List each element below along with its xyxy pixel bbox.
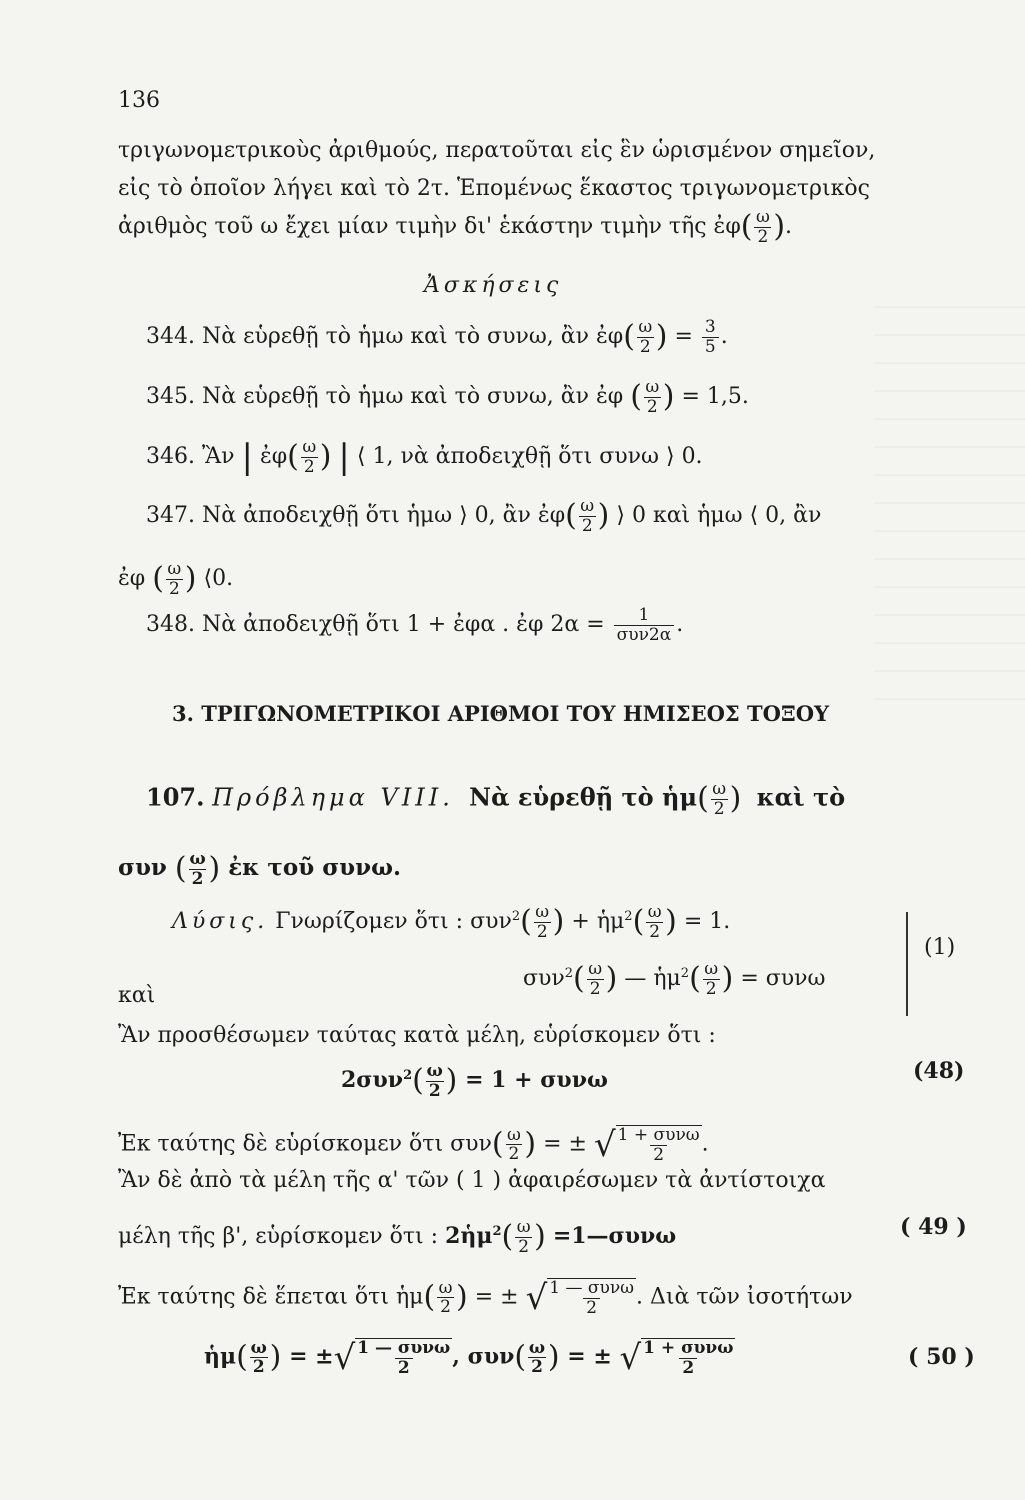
exercise-number: 346. [146, 444, 195, 470]
exercise-number: 348. [146, 612, 195, 638]
equation-tag-49: ( 49 ) [900, 1214, 967, 1240]
fraction-1-over-syn2a: $\frac{1}{\text{συν2α}}$ [614, 606, 675, 644]
problem-text: Νὰ εὑρεθῇ τὸ ἡμ [469, 782, 698, 812]
add-text: Ἂν προσθέσωμεν ταύτας κατὰ μέλη, εὑρίσκομεν ὅτι : [118, 1023, 716, 1048]
exercise-text: Νὰ ἀποδειχθῇ ὅτι ἡμω ⟩ 0, ἂν ἐφ [201, 503, 566, 529]
solution-line-1: Λύσις. Γνωρίζομεν ὅτι : συν$^2$( $\frac{\omega}{2}$ ) + ἡμ$^2$( $\frac{\omega}{2}$ ) = 1. [172, 902, 731, 942]
fraction-3-over-5: $\frac{3}{5}$ [702, 318, 719, 356]
kai-label: καὶ [118, 983, 156, 1008]
equation-50: ἡμ( $\frac{\omega}{2}$ ) = ± √ $\frac{\text{1 — συνω}}{2}$ , συν( $\frac{\omega}{2}$ ) = ± √ $\frac{\text{1 + συνω}}{2}$ [204, 1337, 734, 1378]
intro-line-1: τριγωνομετρικοὺς ἀριθμούς, περατοῦται εἰς ἓν ὡρισμένον σημεῖον, [118, 138, 876, 163]
bleed-through-shadow [875, 280, 1025, 700]
exercise-345: 345. Νὰ εὑρεθῇ τὸ ἡμω καὶ τὸ συνω, ἂν ἐφ ( $\frac{\omega}{2}$ ) = 1,5. [146, 377, 749, 417]
abs-bar-right: | [338, 437, 350, 478]
intro-line-3: ἀριθμὸς τοῦ ω ἔχει μίαν τιμὴν δι' ἑκάστην τιμὴν τῆς ἐφ( $\frac{\omega}{2}$ ). [118, 207, 793, 247]
solution-line-2: συν$^2$( $\frac{\omega}{2}$ ) — ἡμ$^2$( $\frac{\omega}{2}$ ) = συνω [523, 959, 826, 999]
sqrt-1-minus-synw-over-2: √ $\frac{\text{1 — συνω}}{2}$ [525, 1277, 635, 1318]
fraction-w-over-2: $\frac{\omega}{2}$ [755, 207, 770, 247]
exercise-348: 348. Νὰ ἀποδειχθῇ ὅτι 1 + ἐφα . ἐφ 2α = $\frac{1}{\text{συν2α}}$ . [146, 605, 684, 645]
intro-line-2: εἰς τὸ ὁποῖον λήγει καὶ τὸ 2τ. Ἑπομένως ἕκαστος τριγωνομετρικὸς [118, 176, 870, 201]
problem-number: 107. [146, 782, 205, 812]
intro-line-3-text: ἀριθμὸς τοῦ ω ἔχει μίαν τιμὴν δι' ἑκάστην τιμὴν τῆς ἐφ [118, 214, 741, 240]
exercise-344: 344. Νὰ εὑρεθῇ τὸ ἡμω καὶ τὸ συνω, ἂν ἐφ( $\frac{\omega}{2}$ ) = $\frac{3}{5}$ . [146, 317, 728, 357]
solution-label: Λύσις. [172, 909, 269, 935]
from-equation-line: Ἐκ ταύτης δὲ εὑρίσκομεν ὅτι συν( $\frac{\omega}{2}$ ) = ± √ $\frac{\text{1 + συνω}}{2}$ . [118, 1124, 709, 1165]
exercise-text: Νὰ εὑρεθῇ τὸ ἡμω καὶ τὸ συνω, ἂν ἐφ [201, 384, 624, 410]
exercise-347-continued: ἐφ ( $\frac{\omega}{2}$ ) ⟨0. [118, 559, 234, 599]
equation-ref-1: (1) [924, 935, 956, 960]
equation-tag-50: ( 50 ) [908, 1344, 975, 1370]
exercise-347: 347. Νὰ ἀποδειχθῇ ὅτι ἡμω ⟩ 0, ἂν ἐφ( $\frac{\omega}{2}$ ) ⟩ 0 καὶ ἡμω ⟨ 0, ἂν [146, 496, 822, 536]
problem-107: 107. Πρόβλημα VIII. Νὰ εὑρεθῇ τὸ ἡμ( $\frac{\omega}{2}$ ) καὶ τὸ [146, 779, 846, 819]
page-number: 136 [118, 88, 160, 113]
exercises-heading: Ἀσκήσεις [424, 273, 563, 298]
sub-text-2: μέλη τῆς β', εὑρίσκομεν ὅτι : 2ἡμ$^2$( $\frac{\omega}{2}$ ) =1—συνω [118, 1217, 677, 1257]
equation-48: 2συν$^2$( $\frac{\omega}{2}$ ) = 1 + συνω [341, 1061, 608, 1101]
exercise-number: 344. [146, 324, 195, 350]
follow-line: Ἐκ ταύτης δὲ ἕπεται ὅτι ἡμ( $\frac{\omega}{2}$ ) = ± √ $\frac{\text{1 — συνω}}{2}$ . Διὰ τῶν ἰσοτήτων [118, 1277, 853, 1318]
sub-text-1: Ἂν δὲ ἀπὸ τὰ μέλη τῆς α' τῶν ( 1 ) ἀφαιρέσωμεν τὰ ἀντίστοιχα [118, 1168, 826, 1193]
exercise-346: 346. Ἂν | ἐφ( $\frac{\omega}{2}$ ) | ⟨ 1, νὰ ἀποδειχθῇ ὅτι συνω ⟩ 0. [146, 437, 703, 478]
exercise-number: 347. [146, 503, 195, 529]
brace-line [906, 912, 908, 1016]
abs-bar-left: | [241, 437, 253, 478]
sqrt-1-plus-synw-over-2: √ $\frac{\text{1 + συνω}}{2}$ [593, 1124, 700, 1165]
exercise-text: Νὰ ἀποδειχθῇ ὅτι 1 + ἐφα . ἐφ 2α = [201, 612, 605, 638]
problem-label: Πρόβλημα VIII. [212, 783, 454, 812]
exercise-text: Νὰ εὑρεθῇ τὸ ἡμω καὶ τὸ συνω, ἂν ἐφ [201, 324, 624, 350]
section-title: 3. ΤΡΙΓΩΝΟΜΕΤΡΙΚΟΙ ΑΡΙΘΜΟΙ ΤΟΥ ΗΜΙΣΕΟΣ ΤΟΞΟΥ [172, 701, 830, 726]
problem-107-continued: συν ( $\frac{\omega}{2}$ ) ἐκ τοῦ συνω. [118, 849, 401, 889]
exercise-number: 345. [146, 384, 195, 410]
equation-tag-48: (48) [913, 1058, 965, 1084]
